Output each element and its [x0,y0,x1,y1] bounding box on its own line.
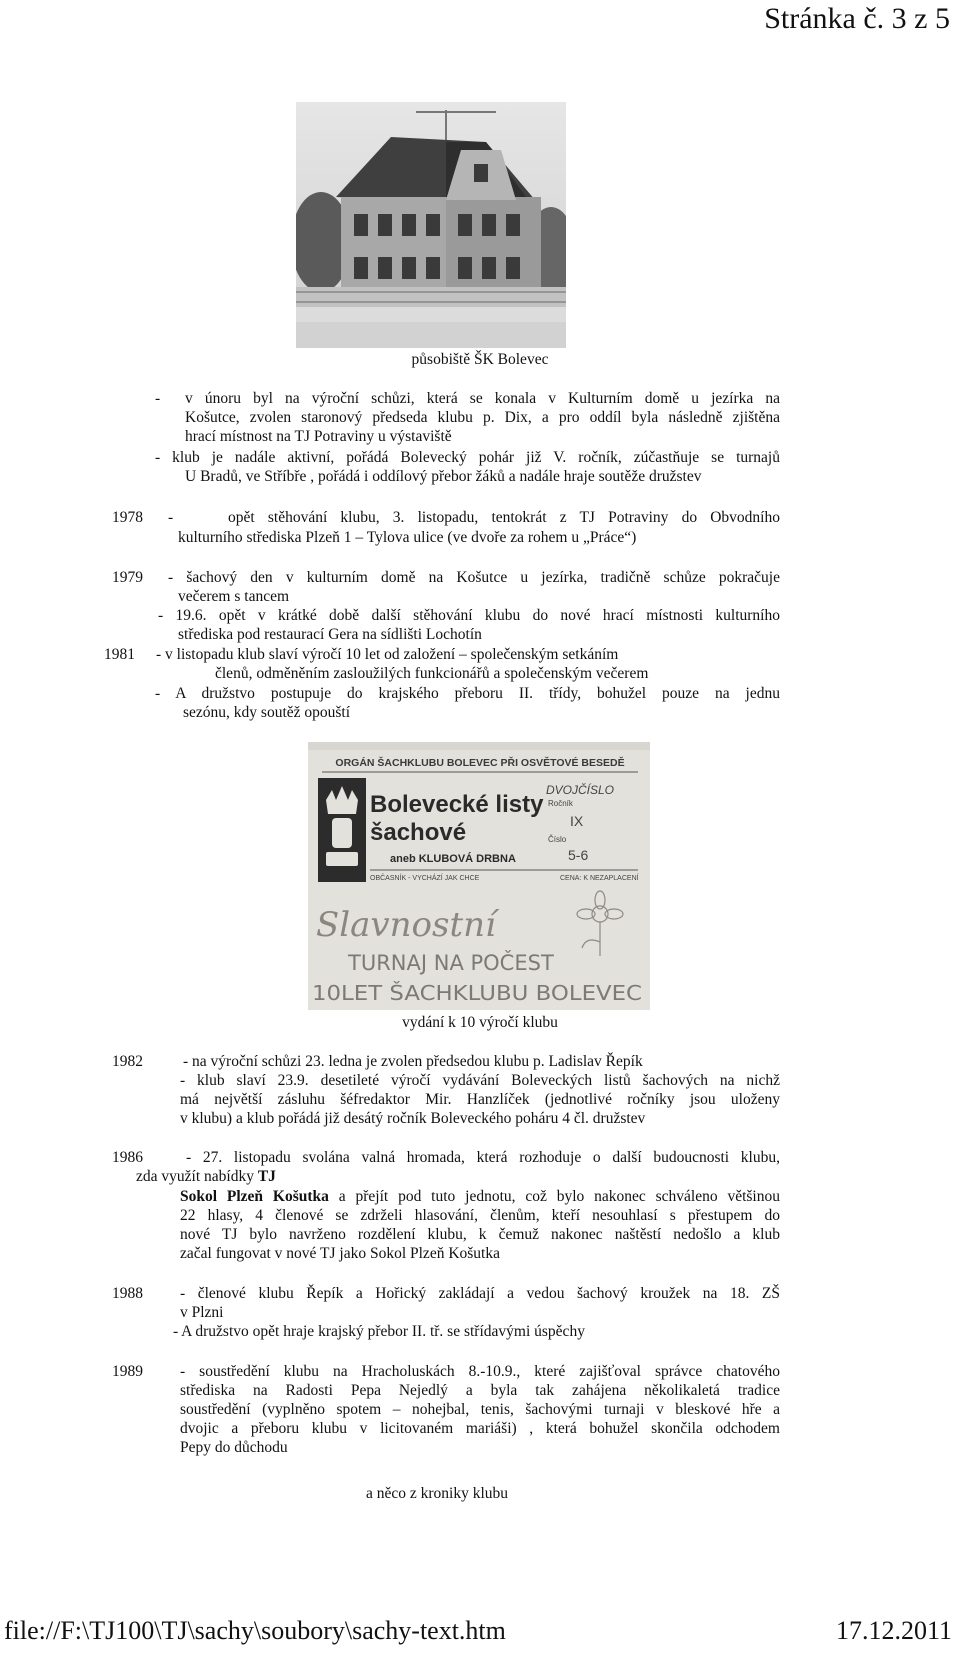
intro-item2-line1: - klub je nadále aktivní, pořádá Bolevecký pohár již V. ročník, zúčastňuje se turnajů [155,449,780,466]
entry-1982-line3: má největší zásluhu šéfredaktor Mir. Hanzlíček (jednotlivé ročníky jsou uloženy [180,1091,780,1108]
entry-1989-line1: - soustředění klubu na Hracholuskách 8.-10.9., které zajišťoval správce chatového [180,1363,780,1380]
clip-hand3: 10LET ŠACHKLUBU BOLEVEC [312,981,642,1005]
newsletter-cover-image [308,742,650,1010]
entry-1979-line3: - 19.6. opět v krátké době další stěhování klubu do nové hrací místnosti kulturního [158,607,780,624]
building-photo [296,102,566,348]
entry-1979-line2: večerem s tancem [178,588,290,605]
clip-subtitle: aneb KLUBOVÁ DRBNA [390,853,516,865]
entry-1978-line1: opět stěhování klubu, 3. listopadu, tentokrát z TJ Potraviny do Obvodního [228,509,780,526]
footer-date: 17.12.2011 [835,1616,952,1645]
intro-item1-line1: v únoru byl na výroční schůzi, která se konala v Kulturním domě u jezírka na [185,390,780,407]
clip-double-issue: DVOJČÍSLO [546,783,615,797]
entry-1988-line1: - členové klubu Řepík a Hořický zakládají a vedou šachový kroužek na 18. ZŠ [180,1285,780,1302]
entry-1982-line1: - na výroční schůzi 23. ledna je zvolen předsedou klubu p. Ladislav Řepík [183,1053,643,1070]
entry-1986-line5: nové TJ bylo navrženo rozdělení klubu, k čemuž nakonec naštěstí nedošlo a klub [180,1226,780,1243]
clip-hand2: TURNAJ NA POČEST [348,951,554,975]
entry-1981-line3: - A družstvo postupuje do krajského přeboru II. třídy, bohužel pouze na jednu [155,685,780,702]
clip-top-banner: ORGÁN ŠACHKLUBU BOLEVEC PŘI OSVĚTOVÉ BESEDĚ [335,757,625,769]
intro-dash: - [155,390,161,407]
entry-1978-line2: kulturního střediska Plzeň 1 – Tylova ulice (ve dvoře za rohem u „Práce“) [178,529,637,546]
clip-footer-left: OBČASNÍK - VYCHÁZÍ JAK CHCE [370,875,480,882]
clipping-caption: vydání k 10 výročí klubu [402,1014,558,1031]
entry-1979-line4: střediska pod restaurací Gera na sídlišti Lochotín [178,626,482,643]
year-1988: 1988 [112,1285,143,1302]
entry-1986-line6: začal fungovat v nové TJ jako Sokol Plzeň Košutka [180,1245,500,1262]
clip-rocnik-value: IX [570,813,584,829]
clip-rocnik-label: Ročník [548,799,573,808]
clip-title2: šachové [370,819,467,846]
year-1989: 1989 [112,1363,143,1380]
photo-caption: působiště ŠK Bolevec [411,351,549,368]
entry-1989-line5: Pepy do důchodu [180,1439,288,1456]
entry-1986-line2: zda využít nabídky TJ [136,1168,276,1185]
clip-cislo-value: 5-6 [568,847,589,863]
year-1982: 1982 [112,1053,143,1070]
closing-note: a něco z kroniky klubu [366,1485,509,1502]
entry-1989-line4: dvojic a přeboru klubu v licitovaném mariáši) , která bohužel skončila odchodem [180,1420,780,1437]
entry-1979-line1: - šachový den v kulturním domě na Košutce u jezírka, tradičně schůze pokračuje [168,569,780,586]
intro-item1-line3: hrací místnost na TJ Potraviny u výstaviště [185,428,452,445]
entry-1981-line4: sezónu, kdy soutěž opouští [183,704,351,721]
year-1986: 1986 [112,1149,143,1166]
clip-hand1: Slavnostní [316,905,496,945]
year-1981: 1981 [104,646,135,663]
year-1978-dash: - [168,509,174,526]
page-number-header: Stránka č. 3 z 5 [764,2,950,35]
entry-1989-line2: střediska na Radosti Pepa Nejedlý a byla tak zahájena několikaletá tradice [180,1382,780,1399]
clip-cislo-label: Číslo [548,835,567,844]
entry-1981-line2: členů, odměněním zasloužilých funkcionářů a společenským večerem [215,665,649,682]
entry-1986-line3: Sokol Plzeň Košutka a přejít pod tuto jednotu, což bylo nakonec schváleno většinou [180,1188,780,1205]
year-1978: 1978 [112,509,143,526]
entry-1982-line4: v klubu) a klub pořádá již desátý ročník Boleveckého poháru 4 čl. družstev [180,1110,646,1127]
entry-1988-line3: - A družstvo opět hraje krajský přebor II. tř. se střídavými úspěchy [173,1323,585,1340]
clip-footer-right: CENA: K NEZAPLACENÍ [560,875,639,882]
entry-1988-line2: v Plzni [180,1304,224,1321]
clip-title1: Bolevecké listy [370,791,544,818]
year-1979: 1979 [112,569,143,586]
footer-file-path: file://F:\TJ100\TJ\sachy\soubory\sachy-text.htm [4,1616,506,1645]
entry-1986-line4: 22 hlasy, 4 členové se zdrželi hlasování, členům, kteří nesouhlasí s přestupem do [180,1207,780,1224]
entry-1981-line1: - v listopadu klub slaví výročí 10 let od založení – společenským setkáním [156,646,619,663]
intro-item2-line2: U Bradů, ve Stříbře , pořádá i oddílový přebor žáků a nadále hraje soutěže družstev [185,468,702,485]
intro-item1-line2: Košutce, zvolen staronový předseda klubu p. Dix, a pro oddíl byla následně zjištěna [185,409,780,426]
entry-1986-line1: - 27. listopadu svolána valná hromada, která rozhoduje o další budoucnosti klubu, [186,1149,780,1166]
entry-1989-line3: soustředění (vyplněno spotem – nohejbal, tenis, šachovými turnaji v bleskové hře a [180,1401,780,1418]
entry-1982-line2: - klub slaví 23.9. desetileté výročí vydávání Boleveckých listů šachových na nichž [180,1072,780,1089]
